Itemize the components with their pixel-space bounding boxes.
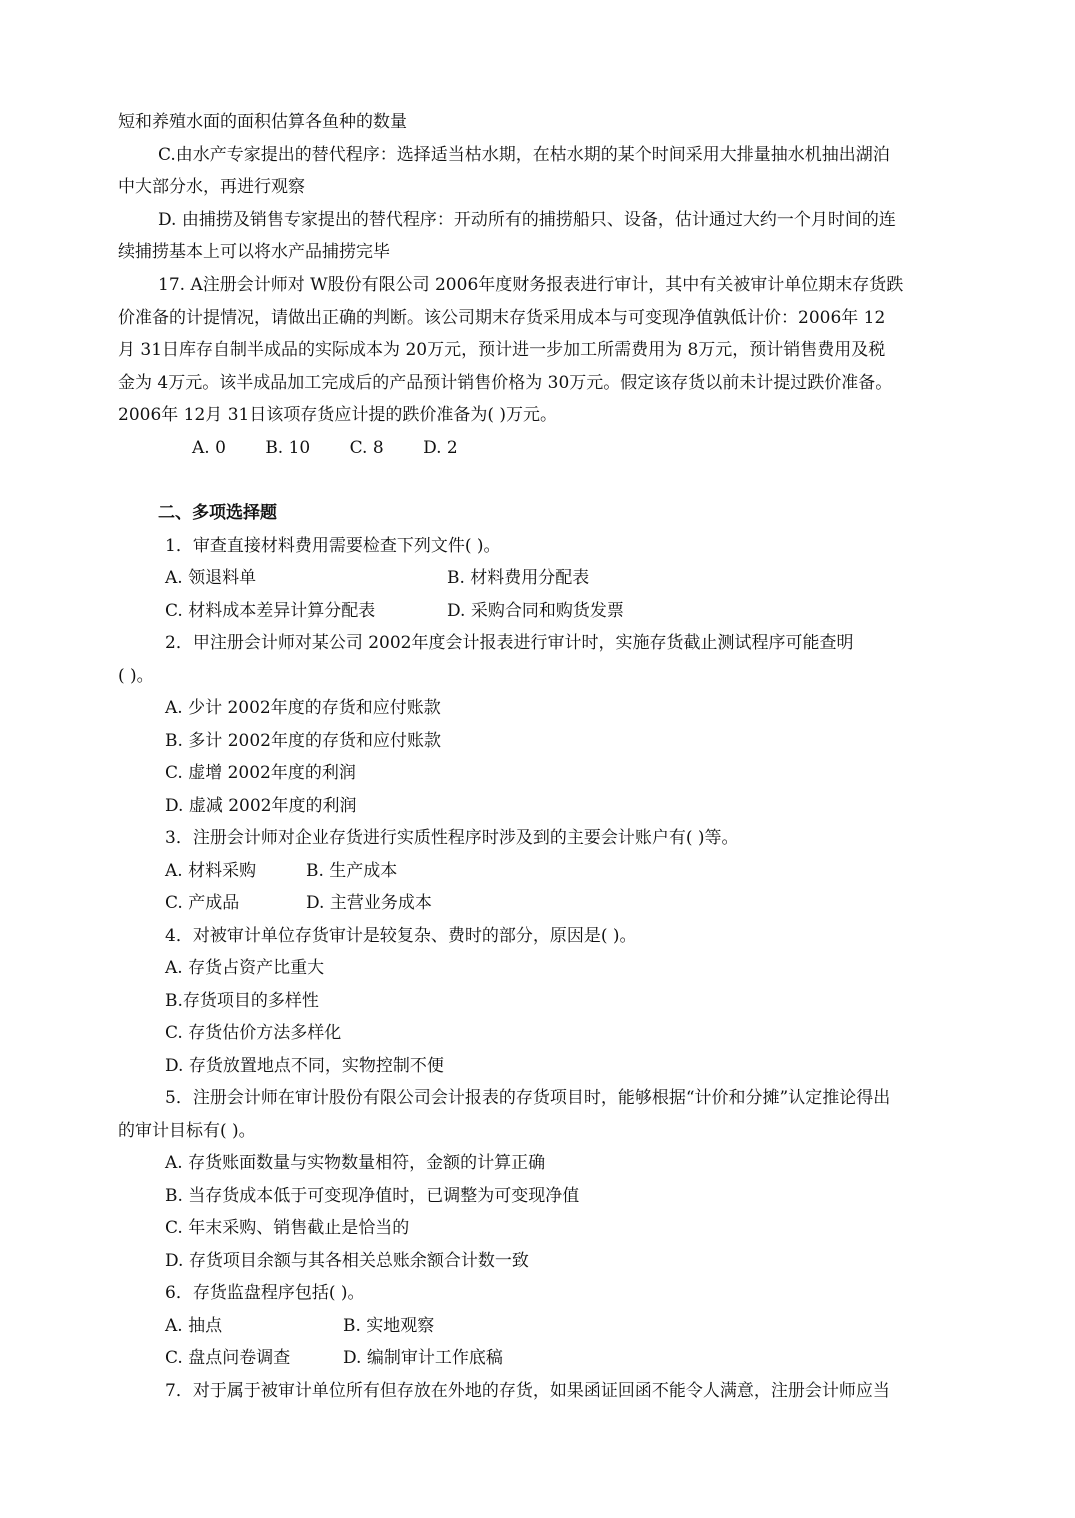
q17-stem-line3: 月 31日库存自制半成品的实际成本为 20万元，预计进一步加工所需费用为 8万元，预计销售费用及税	[118, 340, 886, 360]
m3-option-d: D. 主营业务成本	[306, 893, 432, 913]
m1-options-row1	[165, 567, 1020, 591]
m4-stem: 4．对被审计单位存货审计是较复杂、费时的部分，原因是( )。	[165, 926, 637, 946]
q17-option-c: C. 8	[349, 438, 384, 458]
m3-options-row2	[165, 892, 1020, 916]
m1-option-b: B. 材料费用分配表	[447, 568, 590, 588]
m3-option-b: B. 生产成本	[306, 861, 398, 881]
m6-option-a: A. 抽点	[165, 1316, 223, 1336]
q17-stem-line2: 价准备的计提情况，请做出正确的判断。该公司期末存货采用成本与可变现净值孰低计价：2006年 12	[118, 308, 886, 328]
m5-option-d: D. 存货项目余额与其各相关总账余额合计数一致	[165, 1251, 529, 1271]
m5-option-b: B. 当存货成本低于可变现净值时，已调整为可变现净值	[165, 1186, 580, 1206]
m3-option-a: A. 材料采购	[165, 861, 257, 881]
q17-option-b: B. 10	[265, 438, 311, 458]
section-heading-multiple-choice: 二、多项选择题	[158, 503, 277, 523]
m3-option-c: C. 产成品	[165, 893, 240, 913]
q17-option-a: A. 0	[192, 438, 226, 458]
m6-option-b: B. 实地观察	[343, 1316, 435, 1336]
q16-option-c: C.由水产专家提出的替代程序：选择适当枯水期，在枯水期的某个时间采用大排量抽水机抽出湖泊	[158, 145, 890, 165]
m6-stem: 6．存货监盘程序包括( )。	[165, 1283, 365, 1303]
m4-option-a: A. 存货占资产比重大	[165, 958, 325, 978]
q17-stem-line5: 2006年 12月 31日该项存货应计提的跌价准备为( )万元。	[118, 405, 558, 425]
m1-option-c: C. 材料成本差异计算分配表	[165, 601, 376, 621]
m2-option-a: A. 少计 2002年度的存货和应付账款	[165, 698, 441, 718]
q17-options	[192, 437, 1047, 461]
m5-stem-line1: 5．注册会计师在审计股份有限公司会计报表的存货项目时，能够根据“计价和分摊”认定推论得出	[165, 1088, 891, 1108]
m1-option-a: A. 领退料单	[165, 568, 257, 588]
q16-option-c-cont: 中大部分水，再进行观察	[118, 177, 305, 197]
m6-option-d: D. 编制审计工作底稿	[343, 1348, 503, 1368]
q16-option-d-cont: 续捕捞基本上可以将水产品捕捞完毕	[118, 242, 390, 262]
q17-option-d: D. 2	[423, 438, 458, 458]
m5-option-a: A. 存货账面数量与实物数量相符，金额的计算正确	[165, 1153, 546, 1173]
m6-option-c: C. 盘点问卷调查	[165, 1348, 291, 1368]
m2-stem-line1: 2．甲注册会计师对某公司 2002年度会计报表进行审计时，实施存货截止测试程序可能查明	[165, 633, 854, 653]
m6-options-row1	[165, 1315, 1020, 1339]
m2-stem-line2: ( )。	[118, 666, 154, 686]
q16-option-d: D. 由捕捞及销售专家提出的替代程序：开动所有的捕捞船只、设备，估计通过大约一个月时间的连	[158, 210, 896, 230]
q16-tail-line: 短和养殖水面的面积估算各鱼种的数量	[118, 112, 407, 132]
m2-option-d: D. 虚减 2002年度的利润	[165, 796, 357, 816]
m2-option-c: C. 虚增 2002年度的利润	[165, 763, 356, 783]
m5-option-c: C. 年末采购、销售截止是恰当的	[165, 1218, 410, 1238]
m4-option-c: C. 存货估价方法多样化	[165, 1023, 342, 1043]
q17-stem-line1: 17. A注册会计师对 W股份有限公司 2006年度财务报表进行审计，其中有关被审计单位期末存货跌	[158, 275, 904, 295]
m6-options-row2	[165, 1347, 1020, 1371]
m5-stem-line2: 的审计目标有( )。	[118, 1121, 256, 1141]
m2-option-b: B. 多计 2002年度的存货和应付账款	[165, 731, 441, 751]
m4-option-d: D. 存货放置地点不同，实物控制不便	[165, 1056, 444, 1076]
m7-stem-line1: 7．对于属于被审计单位所有但存放在外地的存货，如果函证回函不能令人满意，注册会计师应当	[165, 1381, 890, 1401]
m1-stem: 1．审查直接材料费用需要检查下列文件( )。	[165, 536, 501, 556]
m3-options-row1	[165, 860, 1020, 884]
q17-stem-line4: 金为 4万元。该半成品加工完成后的产品预计销售价格为 30万元。假定该存货以前未计提过跌价准备。	[118, 373, 893, 393]
m3-stem: 3．注册会计师对企业存货进行实质性程序时涉及到的主要会计账户有( )等。	[165, 828, 739, 848]
m1-option-d: D. 采购合同和购货发票	[447, 601, 624, 621]
m1-options-row2	[165, 600, 1020, 624]
m4-option-b: B.存货项目的多样性	[165, 991, 319, 1011]
